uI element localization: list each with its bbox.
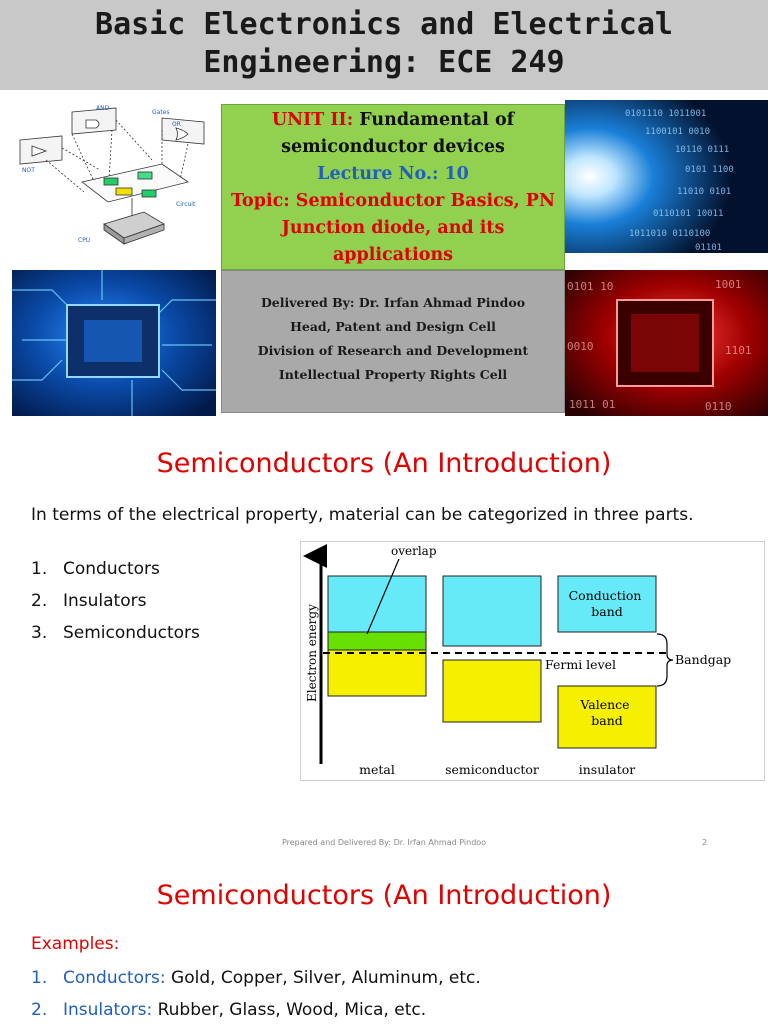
course-title-line-2: Engineering: ECE 249 (203, 45, 565, 80)
list-key: Conductors: (63, 968, 166, 988)
svg-text:0110: 0110 (705, 400, 732, 413)
slide2-intro: In terms of the electrical property, material can be categorized in three parts. (31, 505, 694, 525)
valence-band-label-line-2: band (591, 713, 623, 728)
delivered-by: Delivered By: Dr. Irfan Ahmad Pindoo (260, 295, 526, 310)
list-number: 2. (31, 591, 48, 611)
unit-label: UNIT II: (271, 110, 354, 130)
list-number: 1. (31, 968, 48, 988)
list-text: Gold, Copper, Silver, Aluminum, etc. (171, 968, 481, 988)
svg-text:CPU: CPU (78, 237, 91, 244)
metal-overlap-band (328, 632, 426, 650)
list-text: Rubber, Glass, Wood, Mica, etc. (157, 1000, 427, 1020)
svg-text:0101110 1011001: 0101110 1011001 (625, 109, 707, 119)
svg-text:OR: OR (172, 121, 181, 128)
list-key: Insulators: (63, 1000, 153, 1020)
page-number: 2 (702, 838, 708, 847)
list-item (31, 617, 291, 649)
conduction-band-label-line-2: band (591, 604, 623, 619)
svg-text:Gates: Gates (152, 109, 170, 116)
valence-band-label: Valence band (580, 697, 630, 728)
svg-text:01101: 01101 (695, 243, 723, 253)
presenter-info-box (221, 270, 565, 413)
svg-text:1001: 1001 (715, 278, 742, 291)
svg-text:0101 10: 0101 10 (567, 280, 614, 293)
svg-text:AND: AND (96, 105, 110, 112)
svg-text:0110101 10011: 0110101 10011 (653, 209, 724, 219)
column-label-insulator: insulator (578, 762, 636, 777)
semiconductor-valence-band (443, 660, 541, 722)
column-label-semiconductor: semiconductor (445, 762, 539, 777)
slide-footer: Prepared and Delivered By: Dr. Irfan Ahmad Pindoo (281, 838, 487, 847)
svg-text:Circuit: Circuit (176, 201, 196, 208)
svg-text:0010: 0010 (567, 340, 594, 353)
red-chip-image (565, 270, 768, 416)
list-text: Insulators (63, 591, 147, 611)
lecture-topic: Topic: Semiconductor Basics, PN Junction diode, and its applications (231, 191, 555, 265)
unit-info-box (221, 104, 565, 270)
presenter-cell: Intellectual Property Rights Cell (278, 367, 508, 382)
bandgap-brace (657, 634, 673, 686)
energy-band-diagram (300, 541, 765, 781)
svg-text:11010 0101: 11010 0101 (677, 187, 732, 197)
slide3-heading: Semiconductors (An Introduction) (156, 880, 612, 911)
examples-list (31, 962, 751, 1026)
y-axis-label: Electron energy (305, 604, 319, 702)
material-categories-list (31, 553, 291, 649)
list-text: Semiconductors (63, 623, 200, 643)
list-item (31, 994, 751, 1026)
list-item (31, 585, 291, 617)
bandgap-label: Bandgap (675, 652, 732, 667)
column-label-metal: metal (359, 762, 395, 777)
presenter-division: Division of Research and Development (257, 343, 529, 358)
svg-text:0101 1100: 0101 1100 (685, 165, 734, 175)
svg-text:1011010 0110100: 1011010 0110100 (629, 229, 711, 239)
overlap-label: overlap (391, 544, 437, 558)
course-title (0, 6, 768, 82)
metal-conduction-band (328, 576, 426, 632)
svg-text:1101: 1101 (725, 344, 752, 357)
slide2-heading: Semiconductors (An Introduction) (156, 448, 612, 479)
course-title-line-1: Basic Electronics and Electrical (95, 7, 673, 42)
conduction-band-label: Conduction band (568, 588, 642, 619)
list-item (31, 962, 751, 994)
logic-gates-image (12, 100, 216, 252)
circuit-board-image (12, 270, 216, 416)
metal-valence-band (328, 650, 426, 696)
list-number: 3. (31, 623, 48, 643)
list-number: 2. (31, 1000, 48, 1020)
unit-title: Fundamental of semiconductor devices (281, 110, 515, 157)
list-text: Conductors (63, 559, 160, 579)
svg-text:10110 0111: 10110 0111 (675, 145, 730, 155)
lecture-number: Lecture No.: 10 (317, 164, 469, 184)
list-item (31, 553, 291, 585)
svg-text:NOT: NOT (22, 167, 35, 174)
unit-heading (222, 107, 564, 161)
list-number: 1. (31, 559, 48, 579)
examples-label: Examples: (31, 934, 120, 954)
binary-tunnel-image (565, 100, 768, 253)
fermi-level-label: Fermi level (545, 657, 617, 672)
presenter-position: Head, Patent and Design Cell (290, 319, 496, 334)
svg-text:1011 01: 1011 01 (569, 398, 616, 411)
svg-text:1100101 0010: 1100101 0010 (645, 127, 711, 137)
semiconductor-conduction-band (443, 576, 541, 646)
